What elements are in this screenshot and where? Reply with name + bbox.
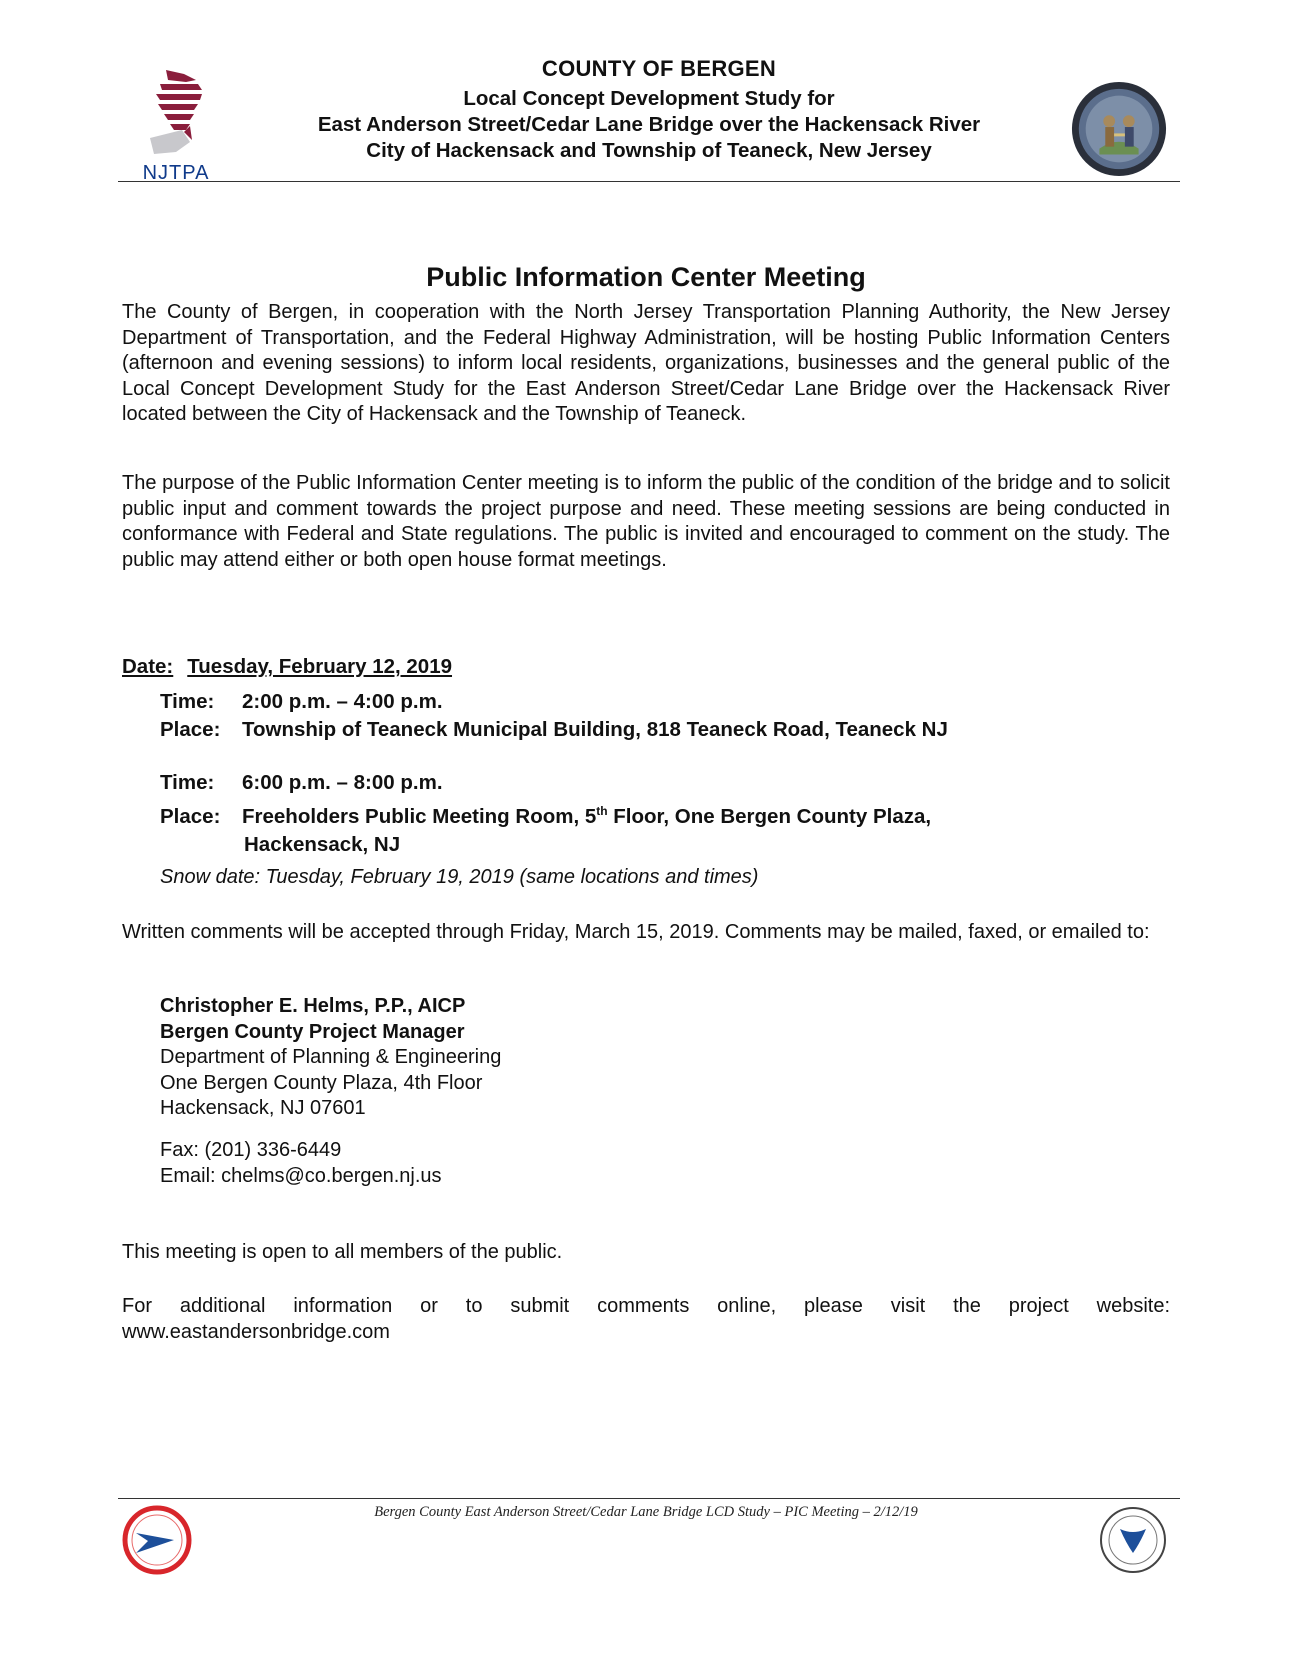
place-label: Place: [160, 718, 221, 741]
additional-info: For additional information or to submit comments online, please visit the project website: www.eastandersonbridge.com [122, 1295, 1170, 1343]
footer-rule [118, 1498, 1180, 1499]
contact-name: Christopher E. Helms, P.P., AICP [160, 995, 466, 1017]
session-place-part-2: Floor, One Bergen County Plaza, [607, 804, 932, 828]
date-value: Tuesday, February 12, 2019 [187, 655, 453, 678]
bergen-county-seal-icon [1070, 80, 1168, 178]
study-line-3: City of Hackensack and Township of Teaneck, New Jersey [366, 139, 932, 162]
study-line-1: Local Concept Development Study for [463, 87, 835, 110]
session-place: Township of Teaneck Municipal Building, 818 Teaneck Road, Teaneck NJ [242, 718, 948, 741]
letterhead-text [118, 56, 1180, 164]
contact-address-1: One Bergen County Plaza, 4th Floor [160, 1071, 483, 1094]
session-afternoon [160, 688, 948, 744]
njtpa-logo-text: NJTPA [142, 162, 210, 184]
time-label: Time: [160, 771, 215, 794]
session-place [242, 805, 931, 828]
session-time: 6:00 p.m. – 8:00 p.m. [242, 771, 443, 794]
contact-fax: Fax: (201) 336-6449 [160, 1139, 342, 1161]
time-label: Time: [160, 690, 215, 713]
contact-email[interactable]: Email: chelms@co.bergen.nj.us [160, 1164, 442, 1187]
footer-text: Bergen County East Anderson Street/Cedar Lane Bridge LCD Study – PIC Meeting – 2/12/19 [374, 1504, 918, 1520]
meeting-date [122, 655, 452, 679]
session-evening [160, 769, 931, 859]
county-name: COUNTY OF BERGEN [541, 56, 777, 81]
session-place-part-1: Freeholders Public Meeting Room, 5 [242, 804, 597, 828]
letterhead [118, 56, 1180, 182]
date-label: Date: [122, 655, 174, 678]
comments-intro: Written comments will be accepted through Friday, March 15, 2019. Comments may be mailed, faxed, or emailed to: [122, 921, 1150, 943]
session-place-line-2: Hackensack, NJ [244, 832, 401, 856]
contact-address-2: Hackensack, NJ 07601 [160, 1097, 366, 1119]
place-label: Place: [160, 804, 221, 828]
header-rule [118, 181, 1180, 182]
contact-department: Department of Planning & Engineering [160, 1046, 502, 1068]
snow-date: Snow date: Tuesday, February 19, 2019 (same locations and times) [160, 866, 759, 888]
purpose-paragraph: The purpose of the Public Information Center meeting is to inform the public of the condition of the bridge and to solicit public input and comment towards the project purpose and need. These meeting sessions are being conducted in conformance with Federal and State regulations. The public is invited and encouraged to comment on the study. The public may attend either or both open house format meetings. [122, 472, 1170, 571]
study-line-2: East Anderson Street/Cedar Lane Bridge over the Hackensack River [317, 113, 981, 136]
page-title: Public Information Center Meeting [426, 262, 866, 292]
contact-channels [160, 1138, 442, 1189]
study-title [118, 86, 1180, 164]
ordinal-suffix: th [596, 804, 608, 818]
usdot-seal-icon [1098, 1505, 1168, 1575]
intro-paragraph: The County of Bergen, in cooperation with the North Jersey Transportation Planning Authority, the New Jersey Department of Transportation, and the Federal Highway Administration, will be hosting Public Information Centers (afternoon and evening sessions) to inform local residents, organizations, businesses and the general public of the Local Concept Development Study for the East Anderson Street/Cedar Lane Bridge over the Hackensack River located between the City of Hackensack and the Township of Teaneck. [122, 301, 1170, 425]
contact-role: Bergen County Project Manager [160, 1020, 465, 1043]
contact-block [160, 994, 501, 1122]
open-notice: This meeting is open to all members of the public. [122, 1241, 563, 1263]
session-time: 2:00 p.m. – 4:00 p.m. [242, 690, 443, 713]
